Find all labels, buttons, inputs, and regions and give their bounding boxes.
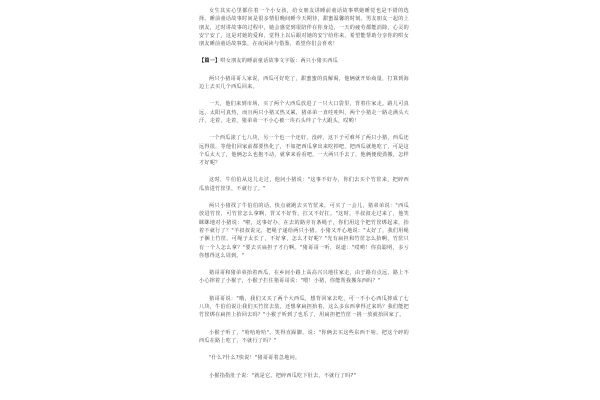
story-paragraph-9: "什么?什么?快说！"猪哥哥着急地问。 xyxy=(209,355,301,362)
story-heading-tag: 【篇一】 xyxy=(199,58,221,65)
story-paragraph-10: 小猴指指肚子说："就是它。把碎西瓜吃下肚去，不就行了吗?" xyxy=(209,372,357,379)
story-paragraph-8: 小猴子听了，"哈哈哈哈"，笑得直跺脚，说："你俩去买这些东西干啥，把这个碎的西瓜在路上吃了，不就行了吗？" xyxy=(199,329,409,344)
story-paragraph-3: 一个西瓜滚了七八块，另一个也一个还好，没碎，这下子可难坏了两只小猪，西瓜还远得很，等他们回家前都要热化了，不如把西瓜拿出来吃掉吧，把西瓜就地吃了，可是这个瓜太大了，他俩怎么也抱不动，就拿来看看吧，一大两只手去了，他俩便使劲搬，怎样才好呢？ xyxy=(199,135,409,167)
story-paragraph-6: 猪哥哥和猪弟弟抬着西瓜，在乡间小路上高高兴兴地往家走，由于路有点远，路上不小心摔着了小猴子，小猴子拦住猪哥哥说："喂！小猪，你能帮我搬东西吗？" xyxy=(199,270,409,285)
story-paragraph-2: 一天，他们来到市场，买了两个大西瓜放进了一只大口袋里，背着往家走。路儿可真远，太阳可真热，而且两只小猪又热又累，猪弟弟一直哇哇叫，两个小猪走一路走满头大汗，走着，走着，猪弟弟一不小心被一块石头绊了个大跟头，哎哟！ xyxy=(199,101,409,124)
story-paragraph-4: 这时，牛伯伯从这儿走过，他问小猪说："这事不好办，你们去买个竹筐来，把碎西瓜放进竹筐里，不就行了。" xyxy=(199,177,409,192)
story-heading xyxy=(199,57,409,65)
story-heading-text: 哄女朋友的睡前童话故事文字版：两只小猪买西瓜 xyxy=(220,58,338,65)
story-paragraph-1: 两只小猪哥哥人家说，西瓜可好吃了，甜蜜蜜的真解渴，他俩就开始商量，打算到海边上去买几个西瓜回来。 xyxy=(199,75,409,91)
intro-paragraph: 女生其实心里都住着一个小女孩，给女朋友讲睡前童话故事哄她睡觉也是不错的选择。睡前童话故事时间是很多情侣晚间睡今天期待，甜蜜温馨的时刻。男友朋友一起的上朋友，过时讲故事的过程中，她会感觉到很陪伴在你身边，一天的疲劳都能消除，心灵的安宁安了，这是对她的爱和，觉得上以后跟对她的安宁给你来，希望能帮助分享你的哄女朋友睡前童话故事集，在夜闲读与借鉴，希望你们会喜欢！ xyxy=(199,8,409,48)
story-paragraph-7: 猪哥哥说："哦，我们又买了两个大西瓜，想背回家去吃，可一不小心西瓜摔成了七八块，牛伯伯说让我们买竹筐去装，还想拿扁担抬着，这么多东西拿得过来吗？我们能把竹筐绑在扁担上抬回去吗？"小猴子听到了也乐了，用扁担把竹筐一挑一放就抬回家了。 xyxy=(199,295,409,319)
story-paragraph-5: 两只小猪找了牛伯伯的话，快点就跑去买竹筐来，可买了一会儿，猪弟弟说："西瓜放进竹筐，可竹筐怎么拿啊，背又不好背，扛又不好扛。"这时，羊叔叔走过来了，他笑眯眯地对小猪说："啦，这事好办，在去的路旁有条绳子，你们用这个把竹筐绑起来，抬着不就行了？"羊叔叔说完，把绳子递给两只小猪。小猪又开心地说："太好了，我们用绳子捆上竹筐，可绳子太长了，不好拿，怎么才好呢？"光有扁担和竹筐怎么抬啊，竹筐只有一个人怎么拿？"要去买扁担子才行啊。"猪哥哥一听，说道："哎哟！你真聪明，多亏你想得这么周到。" xyxy=(199,203,409,259)
text-column xyxy=(199,7,409,380)
